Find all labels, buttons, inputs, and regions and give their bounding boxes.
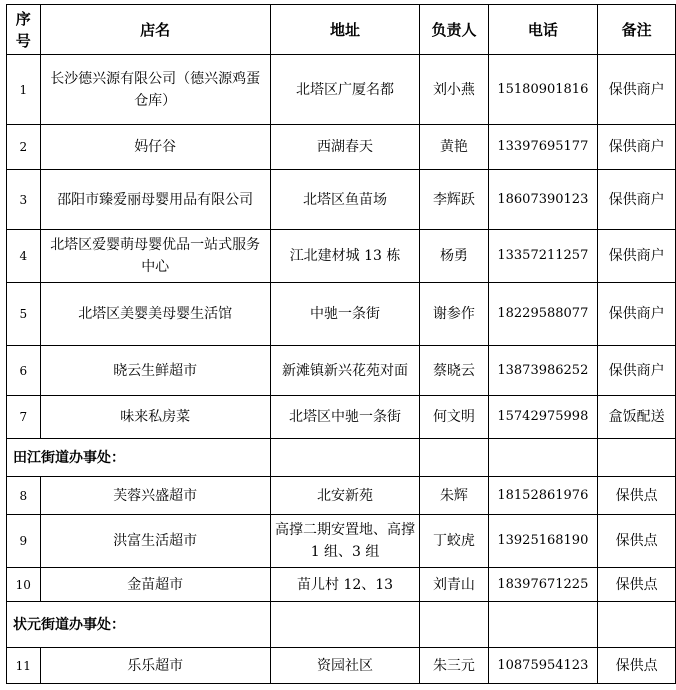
cell-owner: 黄艳: [420, 125, 488, 170]
table-row: [7, 283, 676, 346]
cell-no: 2: [7, 125, 41, 170]
cell-owner: 李辉跃: [420, 170, 488, 230]
cell-address: 北塔区鱼苗场: [270, 170, 420, 230]
cell-address: 西湖春天: [270, 125, 420, 170]
table-row: [7, 396, 676, 439]
cell-name: 乐乐超市: [40, 648, 270, 684]
cell-owner: 朱三元: [420, 648, 488, 684]
empty-cell: [598, 439, 676, 477]
empty-cell: [598, 602, 676, 648]
cell-address: 北塔区中驰一条街: [270, 396, 420, 439]
cell-owner: 谢参作: [420, 283, 488, 346]
header-no: 序号: [7, 5, 41, 55]
table-row: [7, 170, 676, 230]
cell-address: 北安新苑: [270, 477, 420, 515]
cell-note: 保供商户: [598, 125, 676, 170]
cell-name: 晓云生鲜超市: [40, 346, 270, 396]
header-note: 备注: [598, 5, 676, 55]
table-row: [7, 125, 676, 170]
table-row: [7, 55, 676, 125]
empty-cell: [270, 439, 420, 477]
empty-cell: [420, 602, 488, 648]
cell-address: 资园社区: [270, 648, 420, 684]
cell-note: 保供商户: [598, 346, 676, 396]
cell-address: 新滩镇新兴花苑对面: [270, 346, 420, 396]
cell-name: 味来私房菜: [40, 396, 270, 439]
cell-note: 保供点: [598, 568, 676, 602]
empty-cell: [488, 439, 598, 477]
cell-address: 北塔区广厦名都: [270, 55, 420, 125]
cell-phone: 18397671225: [488, 568, 598, 602]
cell-owner: 杨勇: [420, 230, 488, 283]
section-heading: 状元街道办事处：: [7, 602, 271, 648]
section-heading: 田江街道办事处：: [7, 439, 271, 477]
cell-note: 保供点: [598, 477, 676, 515]
cell-note: 保供点: [598, 515, 676, 568]
cell-name: 邵阳市臻爱丽母婴用品有限公司: [40, 170, 270, 230]
cell-no: 4: [7, 230, 41, 283]
cell-owner: 刘小燕: [420, 55, 488, 125]
cell-note: 保供商户: [598, 55, 676, 125]
header-name: 店名: [40, 5, 270, 55]
cell-phone: 18152861976: [488, 477, 598, 515]
header-row: [7, 5, 676, 55]
cell-no: 1: [7, 55, 41, 125]
cell-name: 北塔区爱婴萌母婴优品一站式服务中心: [40, 230, 270, 283]
cell-note: 保供商户: [598, 230, 676, 283]
empty-cell: [420, 439, 488, 477]
cell-address: 江北建材城 13 栋: [270, 230, 420, 283]
table-row: [7, 568, 676, 602]
cell-name: 妈仔谷: [40, 125, 270, 170]
cell-owner: 朱辉: [420, 477, 488, 515]
cell-phone: 10875954123: [488, 648, 598, 684]
cell-address: 高撑二期安置地、高撑 1 组、3 组: [270, 515, 420, 568]
table-row: [7, 648, 676, 684]
empty-cell: [488, 602, 598, 648]
cell-name: 金苗超市: [40, 568, 270, 602]
cell-no: 11: [7, 648, 41, 684]
table-row: [7, 346, 676, 396]
cell-no: 9: [7, 515, 41, 568]
cell-name: 长沙德兴源有限公司（德兴源鸡蛋仓库）: [40, 55, 270, 125]
cell-note: 保供点: [598, 648, 676, 684]
cell-no: 5: [7, 283, 41, 346]
cell-no: 3: [7, 170, 41, 230]
cell-phone: 13357211257: [488, 230, 598, 283]
cell-no: 8: [7, 477, 41, 515]
table-row: [7, 515, 676, 568]
cell-phone: 18607390123: [488, 170, 598, 230]
cell-note: 保供商户: [598, 170, 676, 230]
cell-name: 芙蓉兴盛超市: [40, 477, 270, 515]
cell-owner: 刘青山: [420, 568, 488, 602]
merchant-table: [6, 4, 676, 684]
cell-no: 7: [7, 396, 41, 439]
cell-address: 中驰一条街: [270, 283, 420, 346]
header-owner: 负责人: [420, 5, 488, 55]
table-row: [7, 230, 676, 283]
cell-owner: 丁蛟虎: [420, 515, 488, 568]
header-address: 地址: [270, 5, 420, 55]
cell-phone: 15742975998: [488, 396, 598, 439]
cell-phone: 13925168190: [488, 515, 598, 568]
cell-phone: 13873986252: [488, 346, 598, 396]
table-row: [7, 477, 676, 515]
cell-phone: 13397695177: [488, 125, 598, 170]
cell-no: 10: [7, 568, 41, 602]
cell-no: 6: [7, 346, 41, 396]
cell-note: 保供商户: [598, 283, 676, 346]
cell-address: 苗儿村 12、13: [270, 568, 420, 602]
cell-owner: 蔡晓云: [420, 346, 488, 396]
cell-name: 北塔区美婴美母婴生活馆: [40, 283, 270, 346]
cell-phone: 18229588077: [488, 283, 598, 346]
cell-name: 洪富生活超市: [40, 515, 270, 568]
cell-phone: 15180901816: [488, 55, 598, 125]
cell-note: 盒饭配送: [598, 396, 676, 439]
empty-cell: [270, 602, 420, 648]
cell-owner: 何文明: [420, 396, 488, 439]
header-phone: 电话: [488, 5, 598, 55]
section-row: [7, 602, 676, 648]
section-row: [7, 439, 676, 477]
